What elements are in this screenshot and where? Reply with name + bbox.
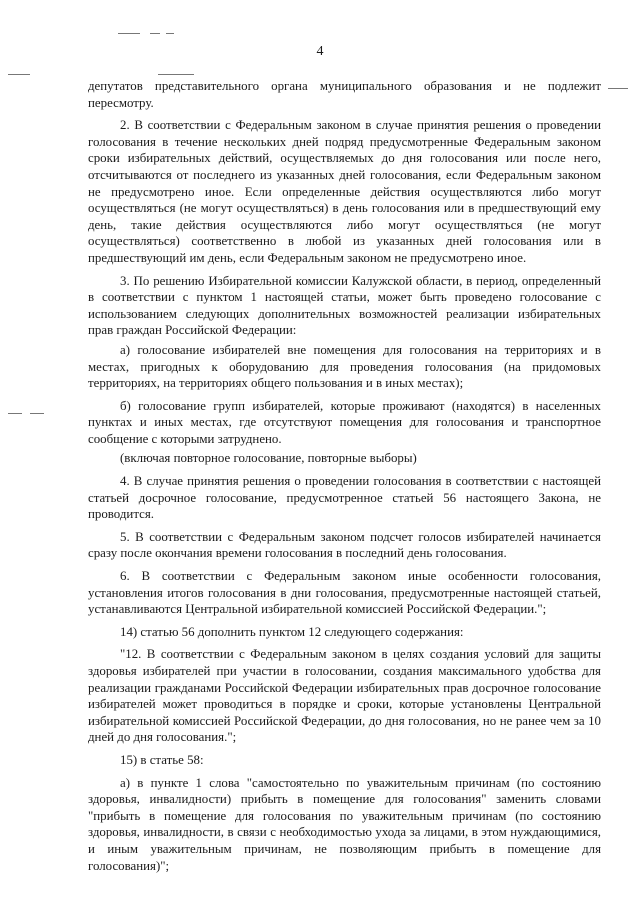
scan-artifact-line (158, 74, 194, 75)
page-number: 4 (316, 44, 324, 59)
paragraph-item-5: 5. В соответствии с Федеральным законом подсчет голосов избирателей начинается сразу после окончания времени голосования в последний день голосования. (88, 529, 601, 561)
paragraph-continuation: депутатов представительного органа муниципального образования и не подлежит пересмотру. (88, 79, 601, 110)
paragraph-item-6: 6. В соответствии с Федеральным законом иные особенности голосования, установления итогов голосования в дни голосования, предусмотренные настоящей статьей, устанавливаются Центральной избирательной комиссией Российской Федерации."; (88, 569, 601, 617)
scan-artifact-line (118, 33, 140, 34)
paragraph-item-2: 2. В соответствии с Федеральным законом в случае принятия решения о проведении голосования в течение нескольких дней подряд предусмотренные Федеральным законом сроки избирательных действий, осуществляемых до дня голосования или после него, отсчитываются от последнего из указанных дней голосования, если Федеральным законом не предусмотрено иное. Если определенные действия осуществляются либо могут осуществляться (не могут осуществляться) в день голосования или в предшествующий ему день, такие действия осуществляются либо могут осуществляться (не могут осуществляться) соответственно в любой из указанных дней голосования или в предшествующий им день, если Федеральным законом не предусмотрено иное. (88, 118, 601, 265)
paragraph-subitem-a-article-58: а) в пункте 1 слова "самостоятельно по уважительным причинам (по состоянию здоровья, инвалидности) прибыть в помещение для голосования" заменить словами "прибыть в помещение для голосования по уважительным причинам (по состоянию здоровья, инвалидности, в связи с необходимостью ухода за лицами, в этом нуждающимися, и иным уважительным причинам, не позволяющим прибыть в помещение для голосования)"; (88, 775, 601, 873)
paragraph-amendment-15: 15) в статье 58: (120, 752, 204, 767)
paragraph-item-4: 4. В случае принятия решения о проведении голосования в соответствии с настоящей статьей досрочное голосование, предусмотренное статьей 56 настоящего Закона, не проводится. (88, 474, 601, 522)
scan-artifact-line (608, 88, 628, 89)
paragraph-amendment-14: 14) статью 56 дополнить пунктом 12 следующего содержания: (120, 624, 464, 639)
scan-artifact-line (166, 33, 174, 34)
paragraph-subitem-b: б) голосование групп избирателей, которые проживают (находятся) в населенных пунктах и иных местах, где отсутствуют помещения для голосования и транспортное сообщение с которыми затруднено. (88, 398, 601, 446)
scan-artifact-line (8, 74, 30, 75)
paragraph-inserted-note: (включая повторное голосование, повторные выборы) (120, 451, 417, 466)
paragraph-subitem-a: а) голосование избирателей вне помещения для голосования на территориях и в местах, пригодных к оборудованию для проведения голосования (на придомовых территориях, на территориях общего пользования и в иных местах); (88, 342, 601, 391)
scan-artifact-line (150, 33, 160, 34)
scan-artifact-line (30, 413, 44, 414)
paragraph-quoted-item-12: "12. В соответствии с Федеральным законом в целях создания условий для защиты здоровья избирателей при участии в голосовании, создания максимального удобства для реализации гражданами Российской Федерации избирательных прав досрочное голосование избирателей может проводиться в порядке и сроки, которые установлены Центральной избирательной комиссией Российской Федерации, до дня голосования, но не ранее чем за 10 дней до дня голосования."; (88, 647, 601, 745)
document-body (88, 78, 601, 880)
paragraph-item-3: 3. По решению Избирательной комиссии Калужской области, в период, определенный в соответствии с пунктом 1 настоящей статьи, может быть проведено голосование с использованием следующих дополнительных возможностей реализации избирательных прав граждан Российской Федерации: (88, 273, 601, 338)
scan-artifact-line (8, 413, 22, 414)
